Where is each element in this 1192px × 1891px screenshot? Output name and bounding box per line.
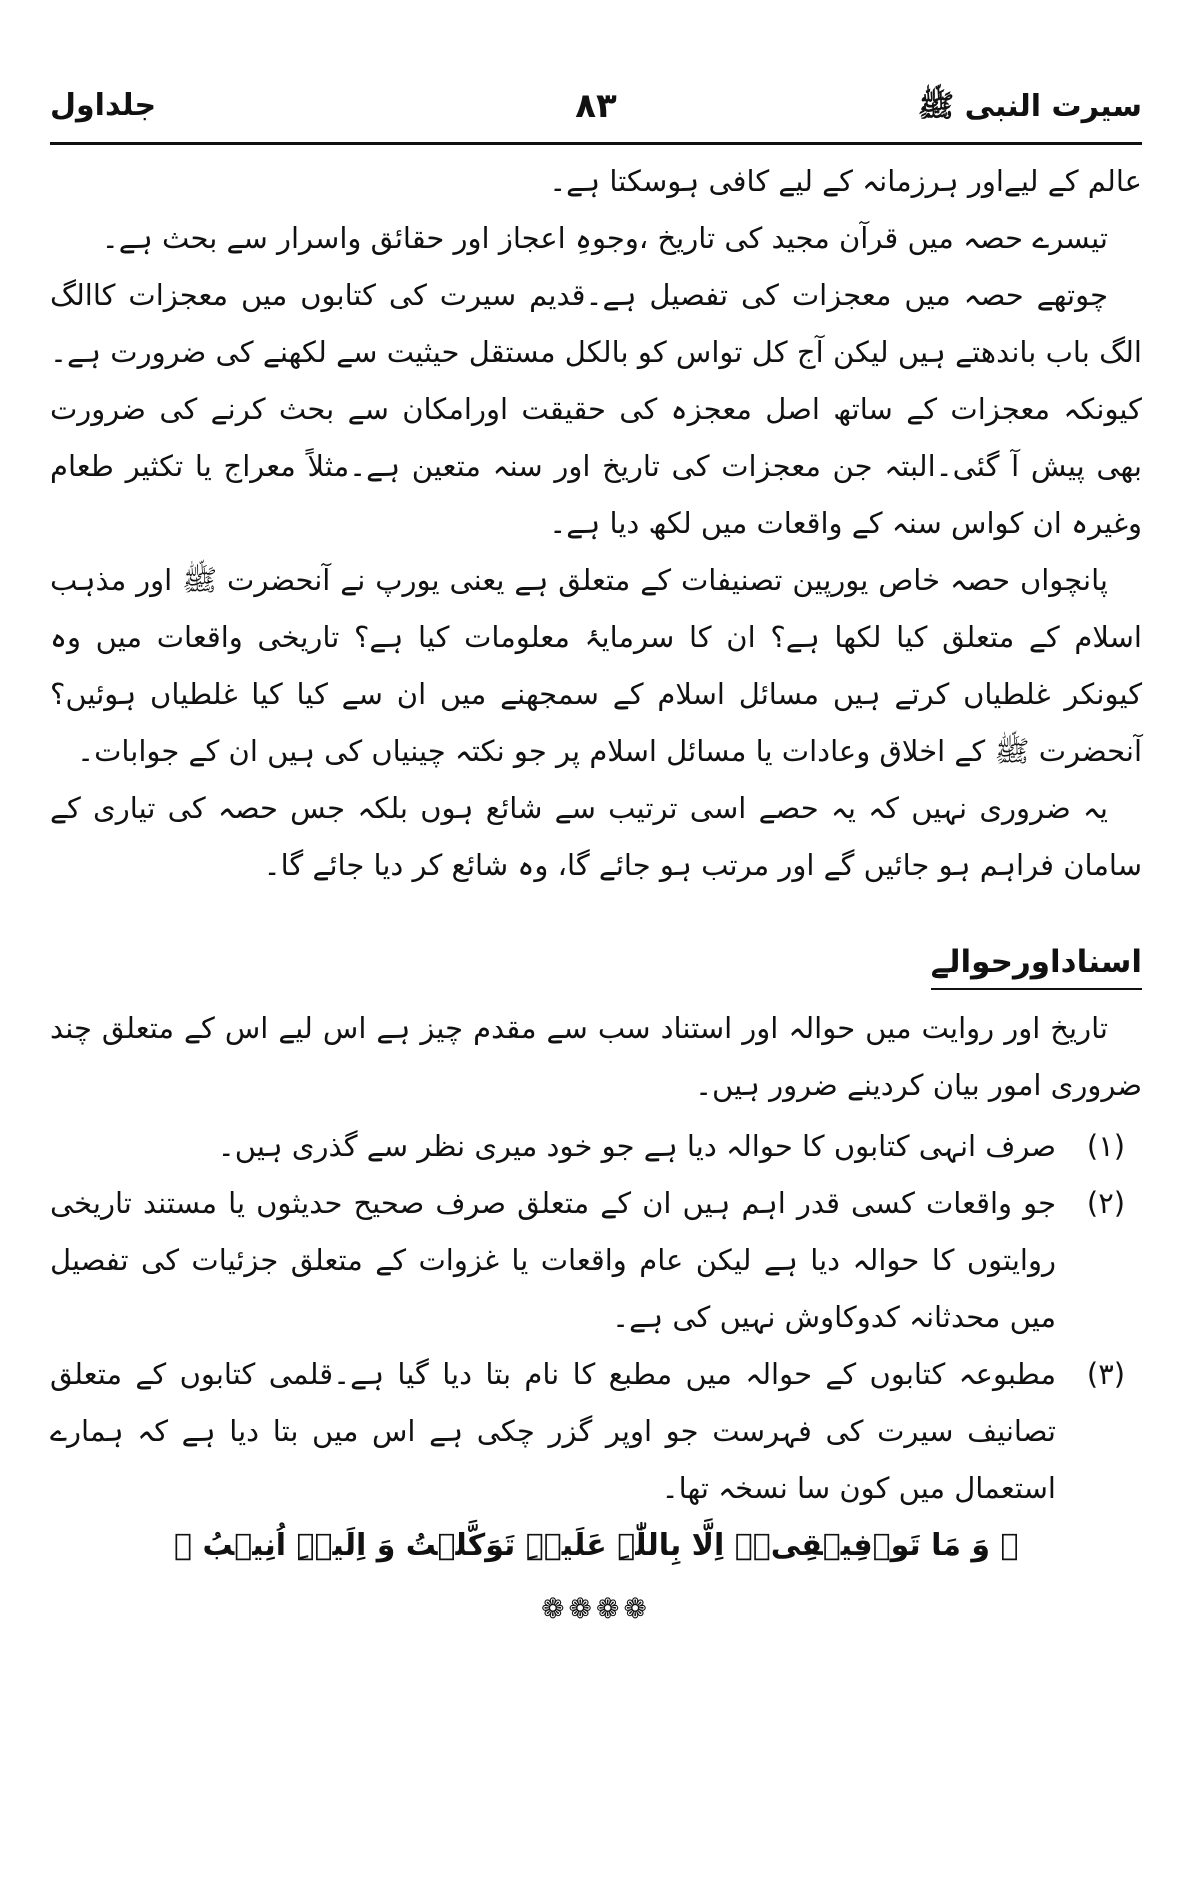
list-item-number: (۲) [1086, 1186, 1126, 1220]
section-heading: اسناداورحوالے [931, 938, 1142, 990]
list-item-text: مطبوعہ کتابوں کے حوالہ میں مطبع کا نام بتا دیا گیا ہے۔قلمی کتابوں کے متعلق تصانیف سیرت کی فہرست جو اوپر گزر چکی ہے اس میں بتا دیا ہے کہ ہمارے استعمال میں کون سا نسخہ تھا۔ [50, 1357, 1056, 1505]
paragraph: عالم کے لیےاور ہرزمانہ کے لیے کافی ہوسکتا ہے۔ [549, 164, 1142, 198]
list-item-text: صرف انہی کتابوں کا حوالہ دیا ہے جو خود میری نظر سے گذری ہیں۔ [217, 1129, 1056, 1163]
section-heading-wrap [50, 934, 1142, 1000]
header-rule [50, 142, 1142, 145]
list-item [50, 1175, 1142, 1346]
paragraph: پانچواں حصہ خاص یورپین تصنیفات کے متعلق ہے یعنی یورپ نے آنحضرت ﷺ اور مذہب اسلام کے متعلق کیا لکھا ہے؟ ان کا سرمایۂ معلومات کیا ہے؟ تاریخی واقعات میں وہ کیونکر غلطیاں کرتے ہیں مسائل اسلام کے سمجھنے میں ان سے کیا کیا غلطیاں ہوئیں؟ آنحضرت ﷺ کے اخلاق وعادات یا مسائل اسلام پر جو نکتہ چینیاں کی ہیں ان کے جوابات۔ [50, 563, 1142, 768]
paragraph: یہ ضروری نہیں کہ یہ حصے اسی ترتیب سے شائع ہوں بلکہ جس حصہ کی تیاری کے سامان فراہم ہو جائیں گے اور مرتب ہو جائے گا، وہ شائع کر دیا جائے گا۔ [50, 791, 1142, 882]
list-item-number: (۳) [1086, 1357, 1126, 1391]
list-item [50, 1118, 1142, 1175]
paragraph: چوتھے حصہ میں معجزات کی تفصیل ہے۔قدیم سیرت کی کتابوں میں معجزات کاالگ الگ باب باندھتے ہیں لیکن آج کل تواس کو بالکل مستقل حیثیت سے لکھنے کی ضرورت ہے۔کیونکہ معجزات کے ساتھ اصل معجزہ کی حقیقت اورامکان سے بحث کرنے کی ضرورت بھی پیش آ گئی۔البتہ جن معجزات کی تاریخ اور سنہ متعین ہے۔مثلاً معراج یا تکثیر طعام وغیرہ ان کواس سنہ کے واقعات میں لکھ دیا ہے۔ [50, 278, 1142, 540]
quran-verse: ﴿ وَ مَا تَوۡفِیۡقِیۡۤ اِلَّا بِاللّٰہِ عَلَیۡہِ تَوَکَّلۡتُ وَ اِلَیۡہِ اُنِیۡبُ ﴾ [174, 1528, 1019, 1563]
reference-list [50, 1118, 1142, 1517]
page-header [50, 88, 1142, 140]
page-body [50, 153, 1142, 1637]
paragraph: تیسرے حصہ میں قرآن مجید کی تاریخ ،وجوہِ اعجاز اور حقائق واسرار سے بحث ہے۔ [101, 221, 1108, 255]
list-item [50, 1346, 1142, 1517]
section-intro: تاریخ اور روایت میں حوالہ اور استناد سب سے مقدم چیز ہے اس لیے اس کے متعلق چند ضروری امور بیان کردینے ضرور ہیں۔ [50, 1011, 1142, 1102]
list-item-number: (۱) [1086, 1129, 1126, 1163]
volume-label: جلداول [50, 88, 157, 123]
page [50, 88, 1142, 1848]
list-item-text: جو واقعات کسی قدر اہم ہیں ان کے متعلق صرف صحیح حدیثوں یا مستند تاریخی روایتوں کا حوالہ دیا ہے لیکن عام واقعات یا غزوات کے متعلق جزئیات کی تفصیل میں محدثانہ کدوکاوش نہیں کی ہے۔ [50, 1186, 1056, 1334]
page-number: ۸۳ [575, 86, 617, 126]
flower-ornament-icon: ❁❁❁❁ [541, 1592, 651, 1625]
book-title: سیرت النبی ﷺ [917, 89, 1142, 124]
quran-verse-wrap [50, 1517, 1142, 1574]
